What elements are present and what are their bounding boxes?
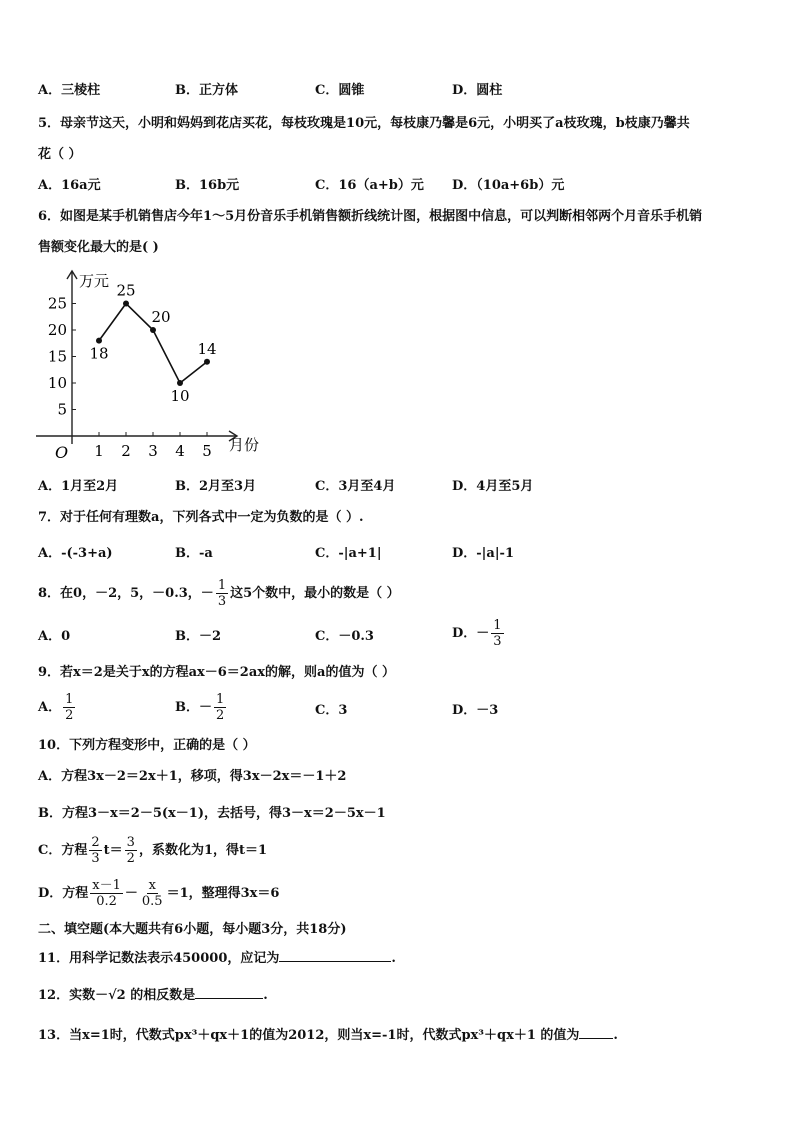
y-tick-label-25: 25: [47, 294, 67, 313]
q10-c-den-1: 3: [91, 851, 100, 866]
y-tick-label-10: 10: [47, 374, 67, 392]
q9-option-d: D．－3: [452, 703, 499, 718]
sales-line-chart: [36, 266, 276, 466]
data-label-4: 10: [170, 387, 190, 405]
x-tick-label-5: 5: [202, 442, 212, 460]
q10-c-num-2: 3: [126, 835, 135, 850]
q11-period: .: [391, 951, 396, 966]
q5-option-a: A．16a元: [38, 178, 101, 193]
q10-option-c: [38, 835, 267, 866]
q10-option-a: A．方程3x－2＝2x＋1，移项，得3x－2x＝－1＋2: [38, 769, 347, 784]
data-point-3: [150, 327, 156, 333]
q10-c-fraction-2: [125, 835, 137, 866]
q8-option-d-fraction: [491, 618, 503, 649]
q10-d-post: ＝1，整理得3x＝6: [166, 886, 280, 901]
q8-frac-num: 1: [217, 578, 227, 593]
section-2-heading: 二、填空题(本大题共有6小题，每小题3分，共18分): [38, 922, 347, 937]
q10-c-fraction-1: [89, 835, 101, 866]
q8-stem-post: 这5个数中，最小的数是（ ）: [230, 586, 400, 601]
q5-option-b: B．16b元: [175, 178, 240, 193]
x-tick-label-2: 2: [121, 442, 131, 460]
q7-option-a: A．-(-3+a): [38, 546, 113, 561]
data-label-5: 14: [197, 339, 217, 358]
q12: [38, 984, 268, 1005]
data-label-3: 20: [151, 308, 171, 326]
q4-option-d: D．圆柱: [452, 83, 503, 98]
q9-a-fraction: [63, 692, 75, 723]
q4-option-c: C．圆锥: [315, 83, 365, 98]
q13-period: .: [613, 1028, 618, 1043]
q10-c-num-1: 2: [91, 835, 100, 850]
x-axis-label: 月份: [229, 436, 260, 454]
q10-d-pre: D．方程: [38, 886, 89, 901]
q5-stem-line1: 5．母亲节这天，小明和妈妈到花店买花，每枝玫瑰是10元，每枝康乃馨是6元，小明买了a枝玫瑰，b枝康乃馨共: [38, 116, 690, 131]
data-point-2: [123, 301, 129, 307]
q9-a-den: 2: [65, 708, 74, 723]
q10-stem: 10．下列方程变形中，正确的是（ ）: [38, 738, 256, 753]
q10-d-fraction-2: [140, 878, 165, 909]
q9-a-label: A．: [38, 700, 62, 715]
q9-option-b: [175, 692, 228, 723]
q9-stem: 9．若x＝2是关于x的方程ax－6＝2ax的解，则a的值为（ ）: [38, 665, 395, 680]
q13: [38, 1024, 618, 1045]
q5-option-c: C．16（a+b）元: [315, 178, 424, 193]
q10-d-num-2: x: [148, 878, 156, 893]
q9-b-den: 2: [216, 708, 225, 723]
q10-d-num-1: x－1: [92, 878, 121, 893]
q11-answer-blank[interactable]: [279, 947, 391, 962]
data-point-1: [96, 338, 102, 344]
q10-option-b: B．方程3－x＝2－5(x－1)，去括号，得3－x＝2－5x－1: [38, 806, 386, 821]
q8-d-frac-num: 1: [493, 618, 502, 633]
q4-option-b: B．正方体: [175, 83, 238, 98]
q8-stem-pre: 8．在0，－2，5，－0.3，－: [38, 586, 214, 601]
q9-option-a: [38, 692, 77, 723]
q10-d-fraction-1: [90, 878, 123, 909]
q8-fraction: [216, 578, 228, 609]
q7-option-d: D．-|a|-1: [452, 546, 514, 561]
data-label-1: 18: [89, 344, 109, 363]
data-point-4: [177, 380, 183, 386]
q6-option-d: D．4月至5月: [452, 479, 534, 494]
q6-stem-line2: 售额变化最大的是( ): [38, 240, 159, 255]
q13-answer-blank[interactable]: [579, 1024, 613, 1039]
q13-text: 13．当x=1时，代数式px³＋qx＋1的值为2012，则当x=-1时，代数式px³＋qx＋1 的值为: [38, 1028, 580, 1043]
q8-stem: [38, 578, 400, 609]
q4-option-a: A．三棱柱: [38, 83, 101, 98]
q10-option-d: [38, 878, 279, 909]
q6-option-b: B．2月至3月: [175, 479, 257, 494]
q8-option-d-label: D．－: [452, 626, 490, 641]
data-point-5: [204, 359, 210, 365]
q10-d-den-2: 0.5: [141, 894, 163, 909]
q6-option-c: C．3月至4月: [315, 479, 396, 494]
y-tick-label-20: 20: [47, 321, 67, 339]
q12-period: .: [263, 988, 268, 1003]
q11: [38, 947, 396, 968]
q7-option-c: C．-|a+1|: [315, 546, 382, 561]
origin-label: O: [55, 443, 69, 462]
q9-b-fraction: [214, 692, 226, 723]
q7-stem: 7．对于任何有理数a，下列各式中一定为负数的是（ ）.: [38, 510, 364, 525]
x-tick-label-4: 4: [175, 442, 185, 460]
q11-text: 11．用科学记数法表示450000，应记为: [38, 951, 280, 966]
q9-a-num: 1: [65, 692, 74, 707]
q5-option-d: D．（10a+6b）元: [452, 178, 565, 193]
q8-option-c: C．－0.3: [315, 629, 374, 644]
q8-option-b: B．－2: [175, 629, 222, 644]
q8-frac-den: 3: [217, 594, 227, 609]
q8-d-frac-den: 3: [493, 634, 502, 649]
q6-stem-line1: 6．如图是某手机销售店今年1～5月份音乐手机销售额折线统计图，根据图中信息，可以判断相邻两个月音乐手机销: [38, 209, 703, 224]
q12-answer-blank[interactable]: [195, 984, 263, 999]
q9-b-num: 1: [216, 692, 225, 707]
q12-text: 12．实数－√2 的相反数是: [38, 988, 196, 1003]
y-tick-label-15: 15: [47, 347, 67, 366]
x-tick-label-1: 1: [94, 442, 104, 460]
q10-c-mid: t＝: [103, 843, 123, 858]
q9-b-label: B．－: [175, 700, 212, 715]
q10-d-den-1: 0.2: [96, 894, 117, 909]
data-label-2: 25: [116, 281, 136, 300]
y-axis-label: 万元: [79, 272, 110, 290]
q7-option-b: B．-a: [175, 546, 213, 561]
q10-c-den-2: 2: [126, 851, 135, 866]
q10-d-minus: －: [124, 886, 138, 901]
x-tick-label-3: 3: [148, 442, 158, 460]
q9-option-c: C．3: [315, 703, 348, 718]
q5-stem-line2: 花（ ）: [38, 147, 82, 162]
q10-c-pre: C．方程: [38, 843, 88, 858]
q6-option-a: A．1月至2月: [38, 479, 119, 494]
y-tick-label-5: 5: [57, 400, 67, 419]
q10-c-post: ，系数化为1，得t＝1: [138, 843, 268, 858]
q8-option-d: [452, 618, 506, 649]
q8-option-a: A．0: [38, 629, 71, 644]
